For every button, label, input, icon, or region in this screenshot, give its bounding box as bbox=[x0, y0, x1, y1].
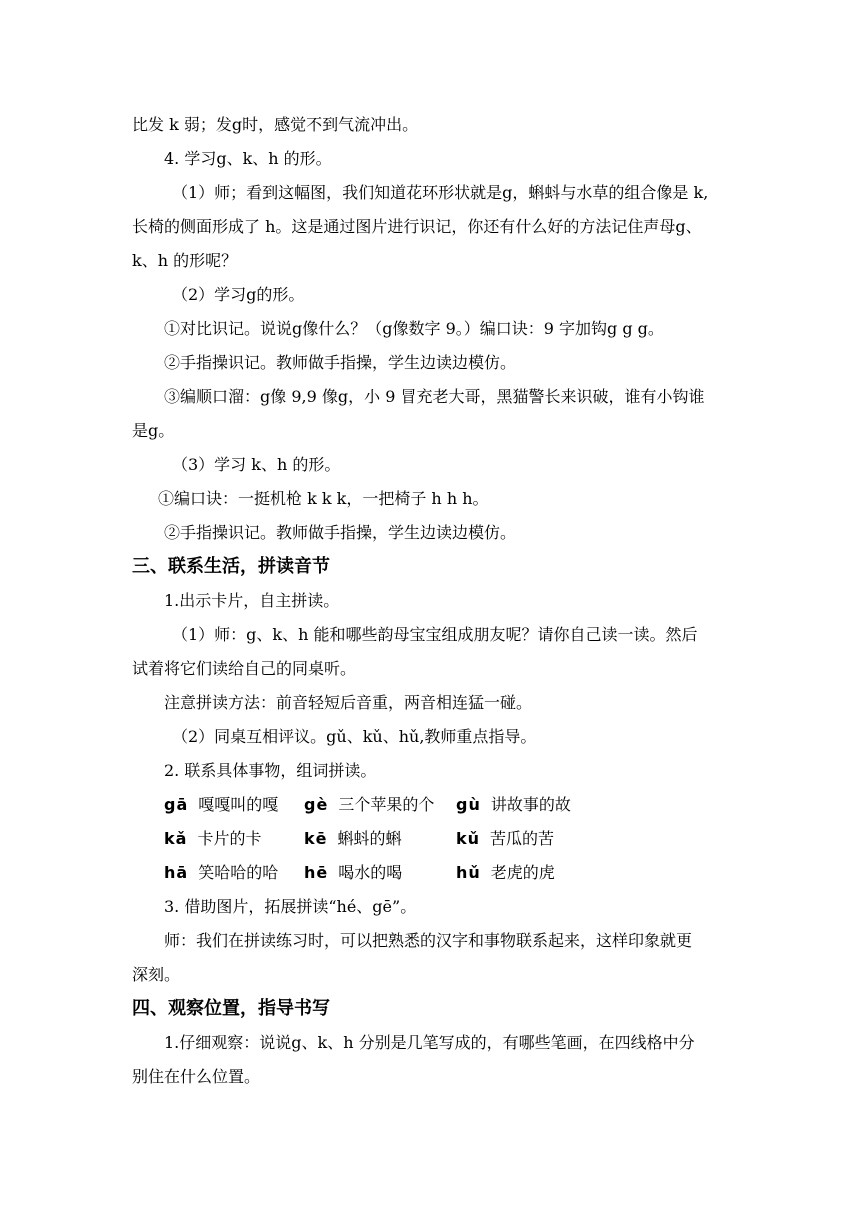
sub-heading: （2）学习g的形。 bbox=[172, 285, 305, 304]
word: 讲故事的故 bbox=[490, 795, 571, 814]
paragraph-line: 试着将它们读给自己的同桌听。 bbox=[132, 659, 357, 678]
paragraph-line: 是g。 bbox=[132, 421, 175, 440]
syllable-item bbox=[456, 788, 606, 822]
pinyin: hā bbox=[164, 863, 189, 882]
pinyin: kǎ bbox=[164, 829, 188, 848]
paragraph-line: ①对比识记。说说g像什么？（g像数字 9。）编口诀：9 字加钩g g g。 bbox=[164, 319, 664, 338]
paragraph-line: 比发 k 弱；发g时，感觉不到气流冲出。 bbox=[132, 115, 419, 134]
pinyin: gù bbox=[456, 795, 481, 814]
step-3-heading: 3. 借助图片，拓展拼读“hé、gē”。 bbox=[164, 897, 417, 916]
paragraph-line: ②手指操识记。教师做手指操，学生边读边模仿。 bbox=[164, 523, 517, 542]
syllable-row-h bbox=[132, 856, 732, 890]
syllable-row-g bbox=[132, 788, 732, 822]
paragraph-line: 注意拼读方法：前音轻短后音重，两音相连猛一碰。 bbox=[164, 693, 533, 712]
step-1-heading: 1.出示卡片，自主拼读。 bbox=[164, 591, 340, 610]
word: 嘎嘎叫的嘎 bbox=[198, 795, 279, 814]
document-body bbox=[132, 108, 732, 1094]
paragraph-line: ③编顺口溜：g像 9,9 像g，小 9 冒充老大哥，黑猫警长来识破，谁有小钩谁 bbox=[164, 387, 705, 406]
paragraph-line: （1）师；看到这幅图，我们知道花环形状就是g，蝌蚪与水草的组合像是 k, bbox=[172, 183, 709, 202]
word: 老虎的虎 bbox=[490, 863, 555, 882]
word: 笑哈哈的哈 bbox=[198, 863, 279, 882]
paragraph-line: ①编口诀：一挺机枪 k k k，一把椅子 h h h。 bbox=[158, 489, 489, 508]
pinyin: kǔ bbox=[456, 829, 481, 848]
syllable-item bbox=[456, 856, 606, 890]
pinyin: hē bbox=[304, 863, 329, 882]
word: 苦瓜的苦 bbox=[490, 829, 555, 848]
syllable-item bbox=[164, 856, 304, 890]
sub-heading: （3）学习 k、h 的形。 bbox=[172, 455, 341, 474]
syllable-item bbox=[456, 822, 606, 856]
step-4-heading: 4. 学习g、k、h 的形。 bbox=[164, 149, 332, 168]
paragraph-line: 长椅的侧面形成了 h。这是通过图片进行识记，你还有什么好的方法记住声母g、 bbox=[132, 217, 702, 236]
paragraph-line: k、h 的形呢？ bbox=[132, 251, 238, 270]
paragraph-line: （2）同桌互相评议。gǔ、kǔ、hǔ,教师重点指导。 bbox=[172, 727, 537, 746]
paragraph-line: 深刻。 bbox=[132, 965, 181, 984]
paragraph-line: 1.仔细观察：说说g、k、h 分别是几笔写成的，有哪些笔画，在四线格中分 bbox=[164, 1033, 695, 1052]
paragraph-line: 别住在什么位置。 bbox=[132, 1067, 261, 1086]
paragraph-line: 师：我们在拼读练习时，可以把熟悉的汉字和事物联系起来，这样印象就更 bbox=[164, 931, 693, 950]
syllable-item bbox=[164, 822, 304, 856]
syllable-item bbox=[304, 822, 456, 856]
step-2-heading: 2. 联系具体事物，组词拼读。 bbox=[164, 761, 377, 780]
word: 卡片的卡 bbox=[197, 829, 262, 848]
paragraph-line: ②手指操识记。教师做手指操，学生边读边模仿。 bbox=[164, 353, 517, 372]
pinyin: gā bbox=[164, 795, 189, 814]
paragraph-line: （1）师：g、k、h 能和哪些韵母宝宝组成朋友呢？请你自己读一读。然后 bbox=[172, 625, 698, 644]
syllable-item bbox=[164, 788, 304, 822]
section-heading-3: 三、联系生活，拼读音节 bbox=[132, 556, 330, 577]
section-heading-4: 四、观察位置，指导书写 bbox=[132, 998, 330, 1019]
syllable-item bbox=[304, 856, 456, 890]
word: 喝水的喝 bbox=[338, 863, 403, 882]
word: 蝌蚪的蝌 bbox=[337, 829, 402, 848]
syllable-row-k bbox=[132, 822, 732, 856]
pinyin: kē bbox=[304, 829, 328, 848]
word: 三个苹果的个 bbox=[338, 795, 435, 814]
pinyin: hǔ bbox=[456, 863, 481, 882]
syllable-item bbox=[304, 788, 456, 822]
pinyin: gè bbox=[304, 795, 329, 814]
